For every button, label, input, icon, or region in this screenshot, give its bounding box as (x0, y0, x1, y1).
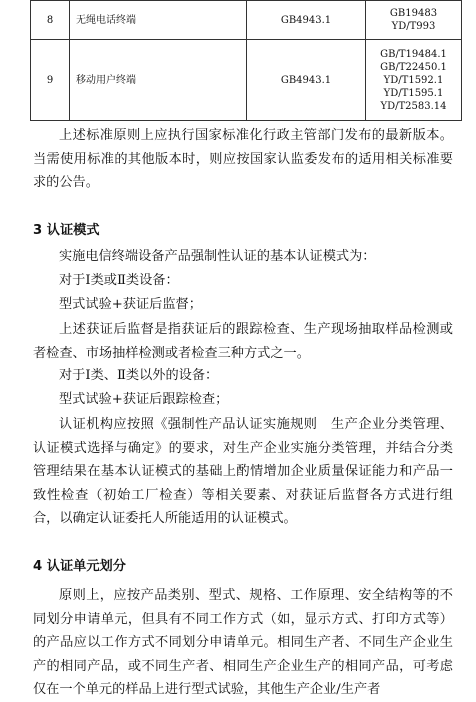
standard-ref: YD/T1595.1 (383, 87, 444, 99)
standard-ref: YD/T993 (391, 21, 436, 32)
safety-standard: GB4943.1 (247, 40, 366, 121)
section-3-paragraph: 型式试验+获证后跟踪检查； (59, 392, 229, 407)
standard-ref: GB/T22450.1 (380, 61, 447, 73)
standard-ref: YD/T2583.14 (380, 100, 447, 112)
section-3-paragraph: 型式试验+获证后监督； (59, 297, 202, 312)
section-4-paragraph: 原则上，应按产品类别、型式、规格、工作原理、安全结构等的不同划分申请单元，但具有不同工作方式（如，显示方式、打印方式等）的产品应以工作方式不同划分申请单元。相同生产者、不同生产企业生产的相同产品，或不同生产者、相同生产企业生产的相同产品，可考虑仅在一个单元的样品上进行型式试验，其他生产企业/生产者 (33, 588, 453, 697)
section-4-heading: 4 认证单元划分 (33, 559, 126, 574)
section-3-paragraph: 对于Ⅰ类或Ⅱ类设备： (59, 273, 179, 288)
safety-standard: GB4943.1 (247, 1, 366, 40)
section-3-paragraph: 认证机构应按照《强制性产品认证实施规则 生产企业分类管理、认证模式选择与确定》的要求，对生产企业实施分类管理，并结合分类管理结果在基本认证模式的基础上酌情增加企业质量保证能力和产品一致性检查（初始工厂检查）等相关要素、对获证后监督各方式进行组合，以确定认证委托人所能适用的认证模式。 (33, 417, 453, 526)
section-3-paragraph: 实施电信终端设备产品强制性认证的基本认证模式为： (59, 249, 376, 264)
product-name: 无绳电话终端 (70, 1, 247, 40)
row-number: 8 (31, 1, 70, 40)
product-name: 移动用户终端 (70, 40, 247, 121)
standard-ref: GB/T19484.1 (380, 48, 447, 60)
section-3-heading: 3 认证模式 (33, 223, 100, 238)
section-3-paragraph: 上述获证后监督是指获证后的跟踪检查、生产现场抽取样品检测或者检查、市场抽样检测或者检查三种方式之一。 (33, 322, 453, 361)
standards-table (30, 0, 462, 121)
standards-note-paragraph: 上述标准原则上应执行国家标准化行政主管部门发布的最新版本。当需使用标准的其他版本时，则应按国家认监委发布的适用相关标准要求的公告。 (33, 128, 453, 190)
standard-ref: YD/T1592.1 (383, 74, 444, 86)
related-standards (366, 1, 462, 40)
row-number: 9 (31, 40, 70, 121)
table-row (31, 1, 462, 40)
related-standards (366, 40, 462, 121)
section-3-paragraph: 对于Ⅰ类、Ⅱ类以外的设备： (59, 368, 219, 383)
table-row (31, 40, 462, 121)
standard-ref: GB19483 (389, 8, 438, 19)
